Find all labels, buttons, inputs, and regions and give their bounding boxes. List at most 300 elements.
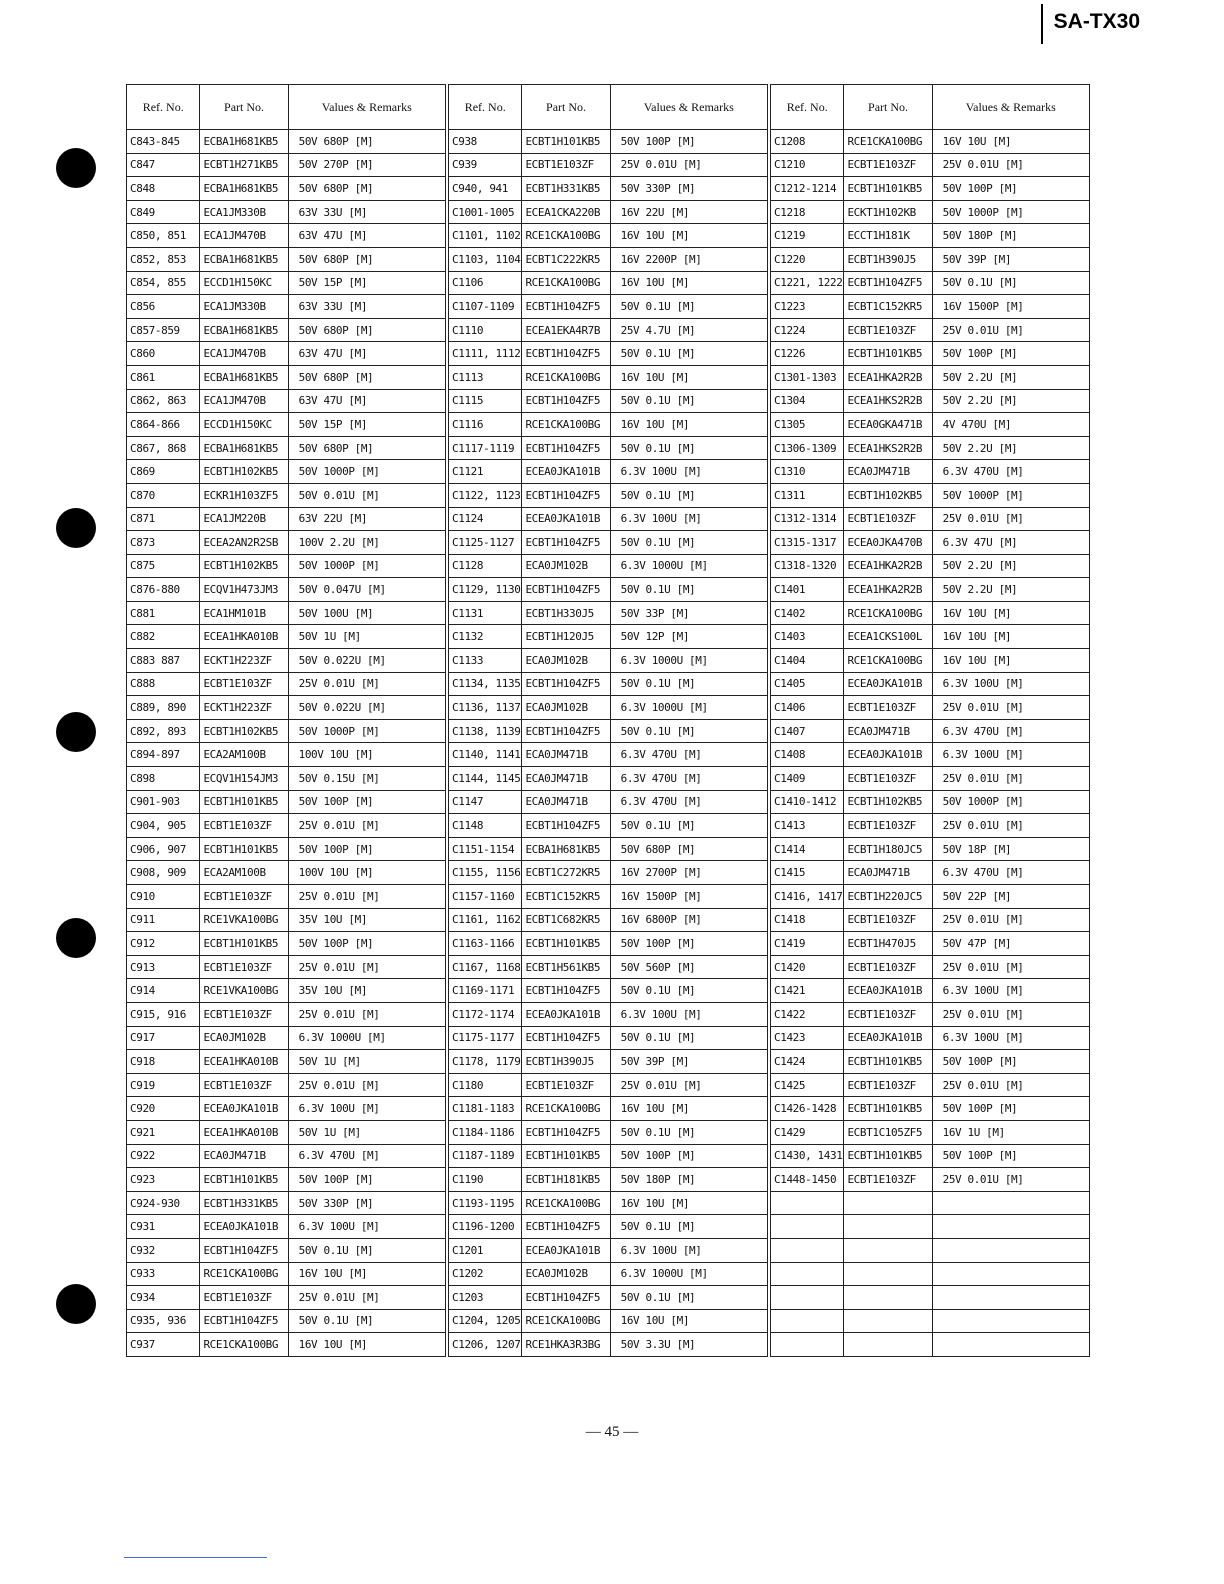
part-no-cell: ECBT1H101KB5 bbox=[200, 1168, 288, 1192]
footer-rule bbox=[124, 1557, 267, 1558]
table-row bbox=[449, 413, 768, 437]
part-no-cell: ECA0JM102B bbox=[200, 1026, 288, 1050]
table-row bbox=[449, 1238, 768, 1262]
ref-no-cell: C915, 916 bbox=[127, 1002, 200, 1026]
ref-no-cell: C1140, 1141 bbox=[449, 743, 522, 767]
table-row bbox=[127, 1333, 446, 1357]
part-no-cell: ECKT1H223ZF bbox=[200, 696, 288, 720]
ref-no-cell: C854, 855 bbox=[127, 271, 200, 295]
part-no-cell: ECBT1H104ZF5 bbox=[522, 483, 610, 507]
punch-hole bbox=[56, 1284, 96, 1324]
values-cell: 25V 0.01U [M] bbox=[932, 908, 1089, 932]
table-row bbox=[127, 153, 446, 177]
values-cell bbox=[932, 1262, 1089, 1286]
table-row bbox=[127, 1191, 446, 1215]
ref-no-cell: C1401 bbox=[771, 578, 844, 602]
values-cell: 25V 4.7U [M] bbox=[610, 318, 767, 342]
table-row bbox=[449, 130, 768, 154]
values-cell: 63V 22U [M] bbox=[288, 507, 445, 531]
header-ref-no: Ref. No. bbox=[127, 85, 200, 130]
table-row bbox=[449, 719, 768, 743]
part-no-cell bbox=[844, 1215, 932, 1239]
table-row bbox=[449, 1002, 768, 1026]
ref-no-cell: C1413 bbox=[771, 814, 844, 838]
part-no-cell: ECA0JM471B bbox=[200, 1144, 288, 1168]
values-cell: 50V 0.1U [M] bbox=[610, 719, 767, 743]
table-row bbox=[771, 1168, 1090, 1192]
table-row bbox=[127, 955, 446, 979]
values-cell: 50V 0.1U [M] bbox=[610, 295, 767, 319]
ref-no-cell: C1180 bbox=[449, 1073, 522, 1097]
ref-no-cell: C1420 bbox=[771, 955, 844, 979]
ref-no-cell: C1204, 1205 bbox=[449, 1309, 522, 1333]
ref-no-cell: C1125-1127 bbox=[449, 531, 522, 555]
values-cell: 6.3V 100U [M] bbox=[610, 507, 767, 531]
table-row bbox=[127, 719, 446, 743]
part-no-cell: ECBT1E103ZF bbox=[844, 1002, 932, 1026]
part-no-cell: ECBT1H104ZF5 bbox=[522, 814, 610, 838]
values-cell: 50V 2.2U [M] bbox=[932, 554, 1089, 578]
part-no-cell: ECBT1H104ZF5 bbox=[522, 436, 610, 460]
ref-no-cell: C1407 bbox=[771, 719, 844, 743]
ref-no-cell: C1155, 1156 bbox=[449, 861, 522, 885]
ref-no-cell: C1148 bbox=[449, 814, 522, 838]
values-cell: 16V 10U [M] bbox=[610, 413, 767, 437]
part-no-cell: ECBT1H101KB5 bbox=[200, 790, 288, 814]
ref-no-cell: C912 bbox=[127, 932, 200, 956]
table-row bbox=[449, 932, 768, 956]
ref-no-cell: C1110 bbox=[449, 318, 522, 342]
values-cell: 6.3V 100U [M] bbox=[932, 672, 1089, 696]
ref-no-cell: C1181-1183 bbox=[449, 1097, 522, 1121]
part-no-cell: ECBT1H470J5 bbox=[844, 932, 932, 956]
part-no-cell: ECBT1H220JC5 bbox=[844, 885, 932, 909]
part-no-cell: ECA0JM471B bbox=[844, 719, 932, 743]
ref-no-cell: C904, 905 bbox=[127, 814, 200, 838]
part-no-cell: ECA0JM102B bbox=[522, 1262, 610, 1286]
ref-no-cell: C883 887 bbox=[127, 649, 200, 673]
table-row bbox=[771, 861, 1090, 885]
table-row bbox=[449, 767, 768, 791]
part-no-cell: ECBT1H104ZF5 bbox=[522, 1120, 610, 1144]
ref-no-cell: C938 bbox=[449, 130, 522, 154]
table-row bbox=[771, 814, 1090, 838]
values-cell: 25V 0.01U [M] bbox=[932, 507, 1089, 531]
part-no-cell: ECCT1H181K bbox=[844, 224, 932, 248]
ref-no-cell: C869 bbox=[127, 460, 200, 484]
table-row bbox=[449, 601, 768, 625]
values-cell: 4V 470U [M] bbox=[932, 413, 1089, 437]
part-no-cell: ECBT1H102KB5 bbox=[200, 719, 288, 743]
part-no-cell: ECEA0JKA101B bbox=[522, 1002, 610, 1026]
ref-no-cell: C1136, 1137 bbox=[449, 696, 522, 720]
ref-no-cell: C1305 bbox=[771, 413, 844, 437]
ref-no-cell: C1226 bbox=[771, 342, 844, 366]
table-row bbox=[127, 1238, 446, 1262]
table-row bbox=[127, 507, 446, 531]
ref-no-cell: C1128 bbox=[449, 554, 522, 578]
values-cell: 50V 1U [M] bbox=[288, 1050, 445, 1074]
ref-no-cell: C850, 851 bbox=[127, 224, 200, 248]
values-cell: 16V 2700P [M] bbox=[610, 861, 767, 885]
part-no-cell: ECA0JM471B bbox=[844, 861, 932, 885]
part-no-cell: ECBT1E103ZF bbox=[200, 1286, 288, 1310]
part-no-cell: ECBT1H101KB5 bbox=[522, 130, 610, 154]
values-cell: 25V 0.01U [M] bbox=[932, 696, 1089, 720]
part-no-cell: ECBT1H102KB5 bbox=[200, 460, 288, 484]
table-row bbox=[449, 1144, 768, 1168]
values-cell: 50V 680P [M] bbox=[288, 177, 445, 201]
values-cell: 6.3V 470U [M] bbox=[610, 790, 767, 814]
table-row bbox=[771, 177, 1090, 201]
values-cell: 16V 10U [M] bbox=[610, 365, 767, 389]
part-no-cell: ECBT1H331KB5 bbox=[522, 177, 610, 201]
ref-no-cell: C1121 bbox=[449, 460, 522, 484]
values-cell: 50V 560P [M] bbox=[610, 955, 767, 979]
header-values-remarks: Values & Remarks bbox=[932, 85, 1089, 130]
ref-no-cell: C914 bbox=[127, 979, 200, 1003]
ref-no-cell: C848 bbox=[127, 177, 200, 201]
part-no-cell: ECBT1H104ZF5 bbox=[522, 979, 610, 1003]
values-cell: 50V 330P [M] bbox=[610, 177, 767, 201]
table-row bbox=[449, 672, 768, 696]
values-cell: 6.3V 100U [M] bbox=[610, 1238, 767, 1262]
values-cell: 6.3V 1000U [M] bbox=[288, 1026, 445, 1050]
table-row bbox=[771, 130, 1090, 154]
values-cell bbox=[932, 1333, 1089, 1357]
ref-no-cell: C860 bbox=[127, 342, 200, 366]
values-cell bbox=[932, 1215, 1089, 1239]
ref-no-cell: C1318-1320 bbox=[771, 554, 844, 578]
ref-no-cell: C921 bbox=[127, 1120, 200, 1144]
part-no-cell: ECBT1E103ZF bbox=[844, 507, 932, 531]
table-row bbox=[449, 1215, 768, 1239]
table-row bbox=[771, 271, 1090, 295]
ref-no-cell: C1409 bbox=[771, 767, 844, 791]
ref-no-cell bbox=[771, 1286, 844, 1310]
part-no-cell: ECBT1H104ZF5 bbox=[522, 672, 610, 696]
part-no-cell: ECBT1E103ZF bbox=[200, 814, 288, 838]
values-cell bbox=[932, 1286, 1089, 1310]
values-cell: 50V 330P [M] bbox=[288, 1191, 445, 1215]
table-row bbox=[771, 507, 1090, 531]
ref-no-cell: C1157-1160 bbox=[449, 885, 522, 909]
table-row bbox=[771, 743, 1090, 767]
part-no-cell: RCE1CKA100BG bbox=[522, 413, 610, 437]
values-cell: 63V 47U [M] bbox=[288, 224, 445, 248]
values-cell: 63V 47U [M] bbox=[288, 342, 445, 366]
table-row bbox=[449, 955, 768, 979]
values-cell: 50V 2.2U [M] bbox=[932, 436, 1089, 460]
part-no-cell: ECBT1E103ZF bbox=[844, 153, 932, 177]
part-no-cell: ECEA0JKA101B bbox=[522, 507, 610, 531]
values-cell: 50V 0.1U [M] bbox=[610, 672, 767, 696]
ref-no-cell: C1111, 1112 bbox=[449, 342, 522, 366]
values-cell: 25V 0.01U [M] bbox=[932, 318, 1089, 342]
ref-no-cell: C856 bbox=[127, 295, 200, 319]
ref-no-cell: C871 bbox=[127, 507, 200, 531]
part-no-cell: ECBT1C105ZF5 bbox=[844, 1120, 932, 1144]
table-row bbox=[771, 365, 1090, 389]
ref-no-cell: C861 bbox=[127, 365, 200, 389]
ref-no-cell: C932 bbox=[127, 1238, 200, 1262]
table-row bbox=[127, 413, 446, 437]
values-cell: 6.3V 100U [M] bbox=[932, 979, 1089, 1003]
values-cell: 50V 0.1U [M] bbox=[610, 1215, 767, 1239]
values-cell: 6.3V 100U [M] bbox=[932, 1026, 1089, 1050]
part-no-cell: ECBT1C152KR5 bbox=[844, 295, 932, 319]
ref-no-cell: C1138, 1139 bbox=[449, 719, 522, 743]
values-cell: 50V 0.1U [M] bbox=[610, 531, 767, 555]
values-cell: 16V 10U [M] bbox=[932, 601, 1089, 625]
part-no-cell: ECA1JM470B bbox=[200, 342, 288, 366]
table-row bbox=[449, 507, 768, 531]
part-no-cell: ECBT1H390J5 bbox=[522, 1050, 610, 1074]
part-no-cell: RCE1VKA100BG bbox=[200, 979, 288, 1003]
values-cell: 25V 0.01U [M] bbox=[288, 1286, 445, 1310]
ref-no-cell: C1404 bbox=[771, 649, 844, 673]
ref-no-cell: C864-866 bbox=[127, 413, 200, 437]
table-row bbox=[127, 1026, 446, 1050]
ref-no-cell: C1415 bbox=[771, 861, 844, 885]
ref-no-cell: C1196-1200 bbox=[449, 1215, 522, 1239]
values-cell: 6.3V 470U [M] bbox=[932, 719, 1089, 743]
table-row bbox=[449, 247, 768, 271]
table-row bbox=[127, 979, 446, 1003]
part-no-cell: RCE1CKA100BG bbox=[844, 649, 932, 673]
values-cell bbox=[932, 1238, 1089, 1262]
ref-no-cell: C1210 bbox=[771, 153, 844, 177]
ref-no-cell: C939 bbox=[449, 153, 522, 177]
ref-no-cell: C923 bbox=[127, 1168, 200, 1192]
values-cell: 50V 100P [M] bbox=[932, 177, 1089, 201]
part-no-cell: RCE1CKA100BG bbox=[522, 1191, 610, 1215]
part-no-cell: ECEA1CKS100L bbox=[844, 625, 932, 649]
table-row bbox=[771, 979, 1090, 1003]
part-no-cell: ECEA0JKA101B bbox=[200, 1215, 288, 1239]
values-cell: 50V 2.2U [M] bbox=[932, 365, 1089, 389]
part-no-cell: ECBA1H681KB5 bbox=[200, 318, 288, 342]
values-cell: 50V 0.1U [M] bbox=[610, 1120, 767, 1144]
part-no-cell: ECBT1E103ZF bbox=[844, 814, 932, 838]
part-no-cell: ECBT1H120J5 bbox=[522, 625, 610, 649]
ref-no-cell: C918 bbox=[127, 1050, 200, 1074]
ref-no-cell: C1113 bbox=[449, 365, 522, 389]
part-no-cell: ECBT1H101KB5 bbox=[522, 1144, 610, 1168]
table-row bbox=[449, 1073, 768, 1097]
punch-hole bbox=[56, 508, 96, 548]
table-row bbox=[771, 531, 1090, 555]
ref-no-cell: C1223 bbox=[771, 295, 844, 319]
part-no-cell: ECA2AM100B bbox=[200, 743, 288, 767]
part-no-cell: ECA0JM471B bbox=[522, 743, 610, 767]
table-row bbox=[771, 1333, 1090, 1357]
values-cell: 6.3V 100U [M] bbox=[610, 1002, 767, 1026]
ref-no-cell: C1310 bbox=[771, 460, 844, 484]
values-cell: 6.3V 1000U [M] bbox=[610, 696, 767, 720]
table-row bbox=[449, 1333, 768, 1357]
part-no-cell: ECA0JM471B bbox=[844, 460, 932, 484]
part-no-cell: ECEA0JKA101B bbox=[844, 743, 932, 767]
part-no-cell: ECBA1H681KB5 bbox=[200, 365, 288, 389]
ref-no-cell: C1414 bbox=[771, 837, 844, 861]
table-row bbox=[771, 649, 1090, 673]
ref-no-cell: C1403 bbox=[771, 625, 844, 649]
header-ref-no: Ref. No. bbox=[771, 85, 844, 130]
values-cell: 50V 100P [M] bbox=[932, 1144, 1089, 1168]
values-cell: 50V 100P [M] bbox=[610, 932, 767, 956]
values-cell: 16V 1U [M] bbox=[932, 1120, 1089, 1144]
part-no-cell: ECBT1H101KB5 bbox=[200, 932, 288, 956]
ref-no-cell: C889, 890 bbox=[127, 696, 200, 720]
table-row bbox=[449, 271, 768, 295]
values-cell: 25V 0.01U [M] bbox=[610, 1073, 767, 1097]
part-no-cell: ECEA0GKA471B bbox=[844, 413, 932, 437]
table-row bbox=[127, 861, 446, 885]
table-row bbox=[771, 554, 1090, 578]
part-no-cell bbox=[844, 1262, 932, 1286]
ref-no-cell: C940, 941 bbox=[449, 177, 522, 201]
ref-no-cell: C913 bbox=[127, 955, 200, 979]
values-cell: 50V 0.1U [M] bbox=[610, 1286, 767, 1310]
part-no-cell: ECBT1H104ZF5 bbox=[522, 578, 610, 602]
values-cell: 6.3V 47U [M] bbox=[932, 531, 1089, 555]
table-row bbox=[771, 1050, 1090, 1074]
table-row bbox=[771, 413, 1090, 437]
part-no-cell: ECA0JM102B bbox=[522, 554, 610, 578]
part-no-cell: ECBT1H101KB5 bbox=[200, 837, 288, 861]
table-row bbox=[771, 767, 1090, 791]
part-no-cell: ECA0JM102B bbox=[522, 649, 610, 673]
part-no-cell: ECBT1H101KB5 bbox=[522, 932, 610, 956]
ref-no-cell: C1208 bbox=[771, 130, 844, 154]
ref-no-cell: C847 bbox=[127, 153, 200, 177]
table-row bbox=[127, 200, 446, 224]
values-cell: 50V 33P [M] bbox=[610, 601, 767, 625]
table-row bbox=[449, 554, 768, 578]
table-row bbox=[449, 1120, 768, 1144]
part-no-cell: ECBT1H104ZF5 bbox=[522, 295, 610, 319]
table-row bbox=[127, 1073, 446, 1097]
header-values-remarks: Values & Remarks bbox=[610, 85, 767, 130]
table-row bbox=[127, 1002, 446, 1026]
values-cell: 16V 10U [M] bbox=[610, 1309, 767, 1333]
ref-no-cell: C1426-1428 bbox=[771, 1097, 844, 1121]
header-part-no: Part No. bbox=[522, 85, 610, 130]
part-no-cell: RCE1CKA100BG bbox=[522, 1309, 610, 1333]
part-no-cell: ECBT1C682KR5 bbox=[522, 908, 610, 932]
ref-no-cell: C934 bbox=[127, 1286, 200, 1310]
ref-no-cell: C1419 bbox=[771, 932, 844, 956]
part-no-cell: ECBT1E103ZF bbox=[844, 696, 932, 720]
table-row bbox=[771, 1144, 1090, 1168]
ref-no-cell: C1133 bbox=[449, 649, 522, 673]
values-cell: 50V 15P [M] bbox=[288, 413, 445, 437]
values-cell: 50V 270P [M] bbox=[288, 153, 445, 177]
values-cell: 50V 100P [M] bbox=[288, 790, 445, 814]
ref-no-cell: C906, 907 bbox=[127, 837, 200, 861]
ref-no-cell: C1402 bbox=[771, 601, 844, 625]
values-cell: 50V 100U [M] bbox=[288, 601, 445, 625]
values-cell: 6.3V 470U [M] bbox=[610, 743, 767, 767]
table-row bbox=[449, 1286, 768, 1310]
values-cell: 16V 22U [M] bbox=[610, 200, 767, 224]
values-cell: 50V 1000P [M] bbox=[932, 483, 1089, 507]
table-row bbox=[449, 224, 768, 248]
ref-no-cell: C1151-1154 bbox=[449, 837, 522, 861]
values-cell: 50V 100P [M] bbox=[288, 837, 445, 861]
table-row bbox=[127, 1144, 446, 1168]
values-cell: 50V 1000P [M] bbox=[288, 719, 445, 743]
values-cell: 25V 0.01U [M] bbox=[932, 1002, 1089, 1026]
ref-no-cell: C1416, 1417 bbox=[771, 885, 844, 909]
part-no-cell: ECBT1C152KR5 bbox=[522, 885, 610, 909]
values-cell: 63V 33U [M] bbox=[288, 200, 445, 224]
ref-no-cell: C1117-1119 bbox=[449, 436, 522, 460]
values-cell: 16V 1500P [M] bbox=[610, 885, 767, 909]
table-row bbox=[127, 365, 446, 389]
part-no-cell: ECBT1E103ZF bbox=[200, 1002, 288, 1026]
part-no-cell: ECBT1H330J5 bbox=[522, 601, 610, 625]
values-cell: 6.3V 470U [M] bbox=[932, 861, 1089, 885]
part-no-cell: ECEA1CKA220B bbox=[522, 200, 610, 224]
values-cell: 50V 1U [M] bbox=[288, 1120, 445, 1144]
values-cell: 16V 1500P [M] bbox=[932, 295, 1089, 319]
values-cell: 50V 100P [M] bbox=[288, 932, 445, 956]
table-row bbox=[127, 814, 446, 838]
values-cell: 50V 680P [M] bbox=[288, 247, 445, 271]
values-cell: 50V 0.1U [M] bbox=[610, 814, 767, 838]
table-row bbox=[449, 483, 768, 507]
values-cell: 50V 1000P [M] bbox=[932, 790, 1089, 814]
part-no-cell: ECBT1H104ZF5 bbox=[522, 1215, 610, 1239]
part-no-cell: ECA1JM470B bbox=[200, 389, 288, 413]
table-row bbox=[771, 1097, 1090, 1121]
ref-no-cell: C1408 bbox=[771, 743, 844, 767]
part-no-cell: ECA1JM330B bbox=[200, 200, 288, 224]
ref-no-cell: C1423 bbox=[771, 1026, 844, 1050]
values-cell: 50V 47P [M] bbox=[932, 932, 1089, 956]
table-row bbox=[449, 342, 768, 366]
part-no-cell: ECBT1H102KB5 bbox=[844, 483, 932, 507]
values-cell: 50V 0.1U [M] bbox=[610, 1026, 767, 1050]
table-row bbox=[127, 1262, 446, 1286]
ref-no-cell: C881 bbox=[127, 601, 200, 625]
ref-no-cell: C1406 bbox=[771, 696, 844, 720]
ref-no-cell: C873 bbox=[127, 531, 200, 555]
table-row bbox=[449, 389, 768, 413]
part-no-cell: RCE1CKA100BG bbox=[522, 1097, 610, 1121]
ref-no-cell: C1203 bbox=[449, 1286, 522, 1310]
values-cell: 25V 0.01U [M] bbox=[288, 814, 445, 838]
ref-no-cell: C1429 bbox=[771, 1120, 844, 1144]
part-no-cell: ECBT1E103ZF bbox=[200, 885, 288, 909]
part-no-cell: ECBT1H104ZF5 bbox=[522, 1286, 610, 1310]
table-row bbox=[127, 790, 446, 814]
part-no-cell: ECA1JM330B bbox=[200, 295, 288, 319]
table-row bbox=[771, 247, 1090, 271]
values-cell: 50V 12P [M] bbox=[610, 625, 767, 649]
part-no-cell: ECEA1HKS2R2B bbox=[844, 389, 932, 413]
table-row bbox=[771, 672, 1090, 696]
ref-no-cell: C1116 bbox=[449, 413, 522, 437]
values-cell: 50V 100P [M] bbox=[932, 1050, 1089, 1074]
values-cell: 50V 1U [M] bbox=[288, 625, 445, 649]
table-row bbox=[127, 743, 446, 767]
table-row bbox=[449, 649, 768, 673]
ref-no-cell: C1178, 1179 bbox=[449, 1050, 522, 1074]
part-no-cell: ECBT1H181KB5 bbox=[522, 1168, 610, 1192]
